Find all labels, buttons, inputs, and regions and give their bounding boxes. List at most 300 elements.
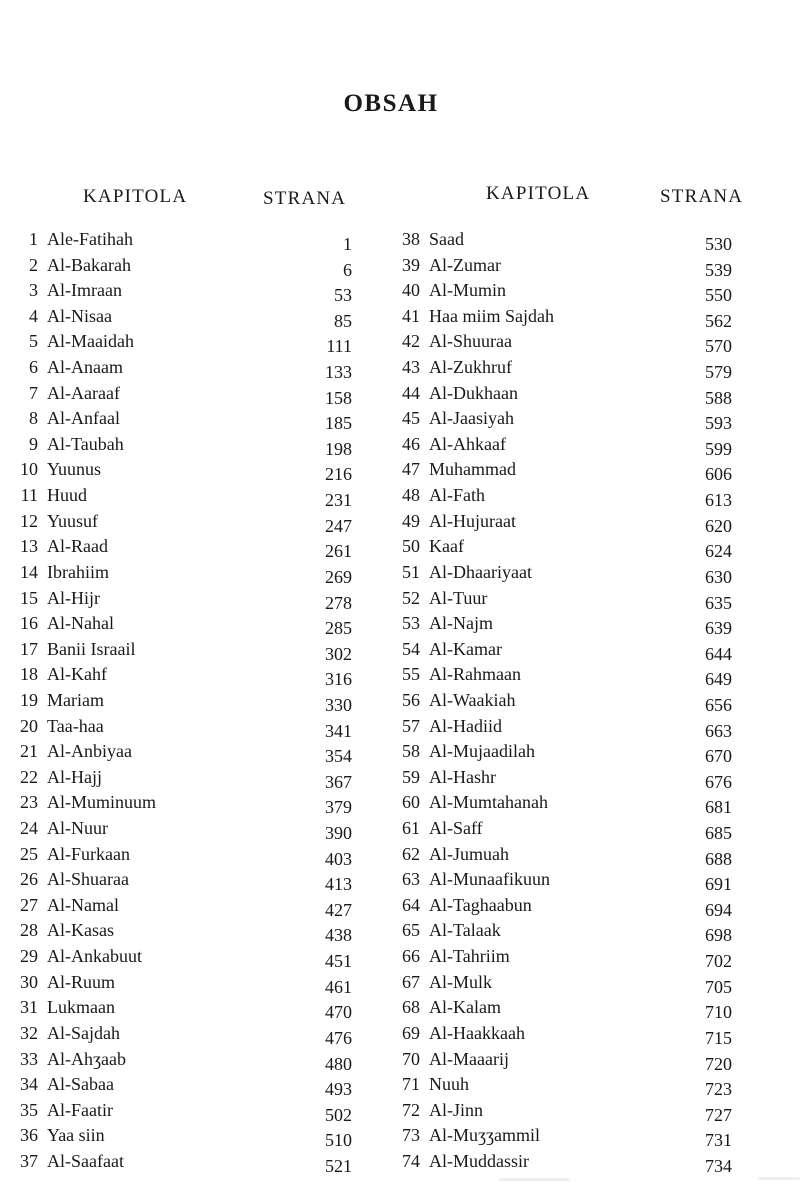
chapter-number: 57 xyxy=(402,715,420,736)
chapter-name: Al-Aaraaf xyxy=(47,382,120,403)
toc-row xyxy=(12,997,352,1023)
chapter-name: Al-Saafaat xyxy=(47,1150,124,1171)
chapter-name: Al-Saff xyxy=(429,818,483,839)
chapter-number: 9 xyxy=(29,433,38,454)
chapter-number: 28 xyxy=(20,920,38,941)
toc-row xyxy=(12,1100,352,1126)
page-number: 639 xyxy=(705,618,732,639)
chapter-name: Yuusuf xyxy=(47,510,99,531)
toc-row xyxy=(392,664,732,690)
page-number: 635 xyxy=(705,592,732,613)
chapter-number: 56 xyxy=(402,689,420,710)
chapter-name: Al-Talaak xyxy=(429,920,501,941)
chapter-name: Al-Hijr xyxy=(47,587,100,608)
page-number: 493 xyxy=(325,1079,352,1100)
chapter-number: 37 xyxy=(20,1150,38,1171)
chapter-name: Al-Ahʒaab xyxy=(47,1048,126,1069)
chapter-name: Al-Imraan xyxy=(47,280,122,301)
chapter-number: 64 xyxy=(402,894,420,915)
column-header-page-left: STRANA xyxy=(263,188,347,209)
chapter-name: Al-Kamar xyxy=(429,638,502,659)
toc-row xyxy=(392,1100,732,1126)
toc-row xyxy=(12,741,352,767)
chapter-number: 45 xyxy=(402,408,420,429)
chapter-number: 42 xyxy=(402,331,420,352)
toc-row xyxy=(12,536,352,562)
chapter-number: 7 xyxy=(29,382,38,403)
chapter-number: 26 xyxy=(20,869,38,890)
page-number: 550 xyxy=(705,285,732,306)
page-number: 367 xyxy=(325,771,352,792)
toc-row xyxy=(12,511,352,537)
chapter-number: 61 xyxy=(402,818,420,839)
page-number: 624 xyxy=(705,541,732,562)
page-number: 278 xyxy=(325,592,352,613)
toc-row xyxy=(392,818,732,844)
page-number: 427 xyxy=(325,899,352,920)
page-number: 1 xyxy=(343,234,352,254)
column-header-chapter-left: KAPITOLA xyxy=(83,186,188,207)
chapter-name: Haa miim Sajdah xyxy=(429,305,554,326)
chapter-number: 35 xyxy=(20,1099,38,1120)
toc-row xyxy=(12,1125,352,1151)
page-number: 681 xyxy=(705,797,732,818)
page-number: 341 xyxy=(325,720,352,741)
toc-row xyxy=(12,1023,352,1049)
chapter-name: Al-Faatir xyxy=(47,1099,113,1120)
chapter-name: Al-Shuuraa xyxy=(429,331,512,352)
toc-row xyxy=(392,1125,732,1151)
chapter-number: 8 xyxy=(29,408,38,429)
toc-row xyxy=(12,485,352,511)
chapter-number: 38 xyxy=(402,229,420,249)
toc-row xyxy=(12,690,352,716)
chapter-number: 73 xyxy=(402,1125,420,1146)
chapter-number: 50 xyxy=(402,536,420,557)
chapter-number: 2 xyxy=(29,254,38,275)
page-number: 734 xyxy=(705,1155,732,1176)
page-number: 588 xyxy=(705,387,732,408)
page-number: 691 xyxy=(705,874,732,895)
toc-row xyxy=(392,562,732,588)
chapter-name: Al-Mulk xyxy=(429,971,492,992)
page-number: 593 xyxy=(705,413,732,434)
page-number: 562 xyxy=(705,310,732,331)
toc-row xyxy=(392,459,732,485)
scan-artifact xyxy=(498,1178,570,1181)
chapter-number: 55 xyxy=(402,664,420,685)
toc-row xyxy=(392,331,732,357)
page-number: 390 xyxy=(325,823,352,844)
page-number: 216 xyxy=(325,464,352,485)
toc-row xyxy=(392,588,732,614)
page-number: 231 xyxy=(325,490,352,511)
page-number: 111 xyxy=(326,336,352,357)
toc-row xyxy=(12,664,352,690)
toc-row xyxy=(12,1049,352,1075)
chapter-number: 18 xyxy=(20,664,38,685)
chapter-name: Al-Zumar xyxy=(429,254,501,275)
page-number: 698 xyxy=(705,925,732,946)
chapter-number: 74 xyxy=(402,1150,420,1171)
page-number: 85 xyxy=(334,310,352,331)
chapter-number: 14 xyxy=(20,561,38,582)
chapter-number: 47 xyxy=(402,459,420,480)
toc-row xyxy=(12,434,352,460)
toc-row xyxy=(12,229,352,255)
toc-row xyxy=(12,639,352,665)
page-number: 676 xyxy=(705,771,732,792)
page-number: 480 xyxy=(325,1053,352,1074)
chapter-number: 49 xyxy=(402,510,420,531)
chapter-number: 29 xyxy=(20,946,38,967)
chapter-name: Al-Sajdah xyxy=(47,1022,120,1043)
chapter-number: 71 xyxy=(402,1074,420,1095)
chapter-number: 65 xyxy=(402,920,420,941)
page-number: 599 xyxy=(705,438,732,459)
chapter-number: 12 xyxy=(20,510,38,531)
chapter-name: Al-Rahmaan xyxy=(429,664,521,685)
page-number: 539 xyxy=(705,259,732,280)
page-number: 133 xyxy=(325,362,352,383)
chapter-number: 67 xyxy=(402,971,420,992)
chapter-name: Al-Muddassir xyxy=(429,1150,529,1171)
toc-row xyxy=(12,818,352,844)
chapter-number: 31 xyxy=(20,997,38,1018)
chapter-number: 58 xyxy=(402,741,420,762)
page-number: 606 xyxy=(705,464,732,485)
column-header-page-right: STRANA xyxy=(660,186,744,207)
chapter-number: 33 xyxy=(20,1048,38,1069)
chapter-name: Al-Zukhruf xyxy=(429,357,512,378)
chapter-name: Al-Anaam xyxy=(47,357,123,378)
toc-row xyxy=(392,741,732,767)
chapter-number: 21 xyxy=(20,741,38,762)
chapter-name: Al-Nuur xyxy=(47,818,108,839)
toc-row xyxy=(12,920,352,946)
chapter-number: 68 xyxy=(402,997,420,1018)
chapter-name: Al-Muʒʒammil xyxy=(429,1125,540,1146)
toc-row xyxy=(392,946,732,972)
chapter-name: Al-Nisaa xyxy=(47,305,112,326)
page-number: 502 xyxy=(325,1104,352,1125)
chapter-name: Al-Kalam xyxy=(429,997,501,1018)
chapter-name: Al-Waakiah xyxy=(429,689,516,710)
toc-row xyxy=(12,459,352,485)
toc-row xyxy=(12,306,352,332)
chapter-number: 25 xyxy=(20,843,38,864)
toc-row xyxy=(12,562,352,588)
chapter-name: Lukmaan xyxy=(47,997,115,1018)
toc-row xyxy=(392,280,732,306)
toc-column-left xyxy=(12,229,352,1177)
chapter-number: 51 xyxy=(402,561,420,582)
toc-row xyxy=(392,1074,732,1100)
chapter-name: Huud xyxy=(47,485,87,506)
toc-row xyxy=(392,997,732,1023)
chapter-number: 60 xyxy=(402,792,420,813)
page-number: 705 xyxy=(705,976,732,997)
toc-row xyxy=(12,588,352,614)
toc-row xyxy=(392,972,732,998)
page-number: 570 xyxy=(705,336,732,357)
chapter-name: Al-Hadiid xyxy=(429,715,502,736)
page-number: 644 xyxy=(705,643,732,664)
toc-row xyxy=(12,1151,352,1177)
chapter-name: Al-Furkaan xyxy=(47,843,130,864)
page-number: 379 xyxy=(325,797,352,818)
toc-row xyxy=(12,844,352,870)
chapter-number: 22 xyxy=(20,766,38,787)
chapter-name: Al-Muminuum xyxy=(47,792,157,813)
chapter-number: 5 xyxy=(29,331,38,352)
chapter-number: 17 xyxy=(20,638,38,659)
toc-row xyxy=(12,383,352,409)
page-number: 438 xyxy=(325,925,352,946)
chapter-name: Muhammad xyxy=(429,459,516,480)
chapter-number: 63 xyxy=(402,869,420,890)
page-title: OBSAH xyxy=(343,90,439,117)
page-number: 656 xyxy=(705,694,732,715)
chapter-name: Mariam xyxy=(47,689,104,710)
chapter-number: 27 xyxy=(20,894,38,915)
page-number: 663 xyxy=(705,720,732,741)
chapter-name: Al-Jaasiyah xyxy=(429,408,514,429)
toc-row xyxy=(12,792,352,818)
toc-row xyxy=(12,408,352,434)
chapter-name: Al-Haakkaah xyxy=(429,1022,525,1043)
chapter-number: 52 xyxy=(402,587,420,608)
page-number: 630 xyxy=(705,566,732,587)
chapter-number: 19 xyxy=(20,689,38,710)
chapter-number: 16 xyxy=(20,613,38,634)
chapter-name: Yaa siin xyxy=(47,1125,105,1146)
chapter-number: 72 xyxy=(402,1099,420,1120)
scan-artifact xyxy=(758,1177,800,1180)
toc-row xyxy=(12,255,352,281)
page-number: 620 xyxy=(705,515,732,536)
page-number: 702 xyxy=(705,951,732,972)
column-header-chapter-right: KAPITOLA xyxy=(486,183,591,204)
chapter-name: Al-Dukhaan xyxy=(429,382,518,403)
chapter-name: Al-Fath xyxy=(429,485,485,506)
chapter-name: Al-Hujuraat xyxy=(429,510,516,531)
chapter-name: Al-Ankabuut xyxy=(47,946,142,967)
chapter-number: 23 xyxy=(20,792,38,813)
toc-row xyxy=(392,408,732,434)
chapter-name: Al-Hashr xyxy=(429,766,496,787)
toc-row xyxy=(392,383,732,409)
chapter-name: Ibrahiim xyxy=(47,561,109,582)
chapter-name: Al-Munaafikuun xyxy=(429,869,550,890)
page-number: 185 xyxy=(325,413,352,434)
page-number: 521 xyxy=(325,1155,352,1176)
chapter-name: Saad xyxy=(429,229,464,249)
page-number: 461 xyxy=(325,976,352,997)
toc-row xyxy=(12,869,352,895)
chapter-name: Banii Israail xyxy=(47,638,136,659)
chapter-name: Al-Maaarij xyxy=(429,1048,509,1069)
chapter-number: 6 xyxy=(29,357,38,378)
chapter-number: 62 xyxy=(402,843,420,864)
toc-row xyxy=(392,536,732,562)
toc-row xyxy=(392,792,732,818)
toc-row xyxy=(392,255,732,281)
chapter-number: 30 xyxy=(20,971,38,992)
page-number: 261 xyxy=(325,541,352,562)
page-number: 613 xyxy=(705,490,732,511)
toc-row xyxy=(12,613,352,639)
chapter-number: 66 xyxy=(402,946,420,967)
toc-row xyxy=(12,767,352,793)
chapter-name: Al-Taubah xyxy=(47,433,124,454)
chapter-name: Al-Sabaa xyxy=(47,1074,114,1095)
toc-row xyxy=(392,895,732,921)
chapter-name: Nuuh xyxy=(429,1074,469,1095)
page-number: 710 xyxy=(705,1002,732,1023)
toc-row xyxy=(392,357,732,383)
chapter-name: Al-Ahkaaf xyxy=(429,433,506,454)
page-number: 720 xyxy=(705,1053,732,1074)
toc-row xyxy=(392,716,732,742)
chapter-number: 54 xyxy=(402,638,420,659)
chapter-name: Al-Jinn xyxy=(429,1099,483,1120)
toc-row xyxy=(392,511,732,537)
page-number: 731 xyxy=(705,1130,732,1151)
toc-row xyxy=(392,920,732,946)
chapter-number: 36 xyxy=(20,1125,38,1146)
chapter-name: Al-Mumin xyxy=(429,280,507,301)
chapter-number: 48 xyxy=(402,485,420,506)
chapter-number: 39 xyxy=(402,254,420,275)
chapter-number: 34 xyxy=(20,1074,38,1095)
page-number: 6 xyxy=(343,259,352,280)
page-number: 269 xyxy=(325,566,352,587)
page-number: 302 xyxy=(325,643,352,664)
page-number: 510 xyxy=(325,1130,352,1151)
toc-column-right xyxy=(392,229,732,1177)
page-number: 451 xyxy=(325,951,352,972)
toc-row xyxy=(392,1023,732,1049)
page-number: 285 xyxy=(325,618,352,639)
chapter-name: Al-Namal xyxy=(47,894,119,915)
chapter-number: 15 xyxy=(20,587,38,608)
page-number: 470 xyxy=(325,1002,352,1023)
chapter-name: Taa-haa xyxy=(47,715,104,736)
page-number: 354 xyxy=(325,746,352,767)
toc-row xyxy=(12,331,352,357)
page-number: 530 xyxy=(705,234,732,254)
chapter-name: Al-Tahriim xyxy=(429,946,510,967)
page-number: 476 xyxy=(325,1027,352,1048)
chapter-name: Al-Bakarah xyxy=(47,254,131,275)
chapter-name: Al-Raad xyxy=(47,536,108,557)
chapter-name: Al-Mumtahanah xyxy=(429,792,548,813)
page-number: 403 xyxy=(325,848,352,869)
chapter-name: Al-Najm xyxy=(429,613,493,634)
chapter-name: Al-Ruum xyxy=(47,971,116,992)
page-number: 413 xyxy=(325,874,352,895)
toc-row xyxy=(392,869,732,895)
page-number: 330 xyxy=(325,694,352,715)
toc-row xyxy=(392,434,732,460)
chapter-name: Al-Nahal xyxy=(47,613,114,634)
chapter-name: Al-Mujaadilah xyxy=(429,741,535,762)
page-number: 723 xyxy=(705,1079,732,1100)
chapter-name: Al-Maaidah xyxy=(47,331,134,352)
toc-row xyxy=(392,690,732,716)
page-number: 198 xyxy=(325,438,352,459)
chapter-number: 11 xyxy=(20,485,38,506)
chapter-number: 59 xyxy=(402,766,420,787)
chapter-name: Al-Shuaraa xyxy=(47,869,129,890)
toc-row xyxy=(392,767,732,793)
chapter-number: 3 xyxy=(29,280,38,301)
chapter-name: Al-Anbiyaa xyxy=(47,741,132,762)
toc-row xyxy=(392,229,732,255)
chapter-number: 69 xyxy=(402,1022,420,1043)
chapter-number: 20 xyxy=(20,715,38,736)
chapter-name: Al-Tuur xyxy=(429,587,488,608)
chapter-number: 4 xyxy=(29,305,38,326)
chapter-number: 41 xyxy=(402,305,420,326)
chapter-number: 24 xyxy=(20,818,38,839)
page-number: 694 xyxy=(705,899,732,920)
page-number: 579 xyxy=(705,362,732,383)
chapter-number: 70 xyxy=(402,1048,420,1069)
chapter-number: 40 xyxy=(402,280,420,301)
chapter-number: 53 xyxy=(402,613,420,634)
toc-row xyxy=(392,1151,732,1177)
chapter-name: Kaaf xyxy=(429,536,464,557)
chapter-number: 10 xyxy=(20,459,38,480)
toc-row xyxy=(392,306,732,332)
toc-row xyxy=(12,357,352,383)
chapter-name: Al-Kahf xyxy=(47,664,107,685)
page-number: 316 xyxy=(325,669,352,690)
chapter-name: Al-Hajj xyxy=(47,766,102,787)
chapter-name: Yuunus xyxy=(47,459,102,480)
toc-row xyxy=(12,895,352,921)
page-number: 670 xyxy=(705,746,732,767)
chapter-name: Al-Kasas xyxy=(47,920,114,941)
chapter-number: 43 xyxy=(402,357,420,378)
page-number: 247 xyxy=(325,515,352,536)
chapter-name: Al-Dhaariyaat xyxy=(429,561,532,582)
toc-row xyxy=(12,1074,352,1100)
toc-row xyxy=(12,280,352,306)
chapter-name: Ale-Fatihah xyxy=(47,229,133,249)
chapter-number: 13 xyxy=(20,536,38,557)
chapter-number: 46 xyxy=(402,433,420,454)
chapter-number: 44 xyxy=(402,382,420,403)
toc-row xyxy=(392,613,732,639)
page-number: 727 xyxy=(705,1104,732,1125)
page-number: 53 xyxy=(334,285,352,306)
page-number: 688 xyxy=(705,848,732,869)
chapter-name: Al-Taghaabun xyxy=(429,894,532,915)
chapter-number: 1 xyxy=(29,229,38,249)
toc-row xyxy=(12,972,352,998)
page-number: 158 xyxy=(325,387,352,408)
chapter-name: Al-Jumuah xyxy=(429,843,509,864)
chapter-number: 32 xyxy=(20,1022,38,1043)
toc-row xyxy=(392,485,732,511)
chapter-name: Al-Anfaal xyxy=(47,408,120,429)
toc-row xyxy=(392,639,732,665)
toc-row xyxy=(12,946,352,972)
toc-row xyxy=(392,1049,732,1075)
